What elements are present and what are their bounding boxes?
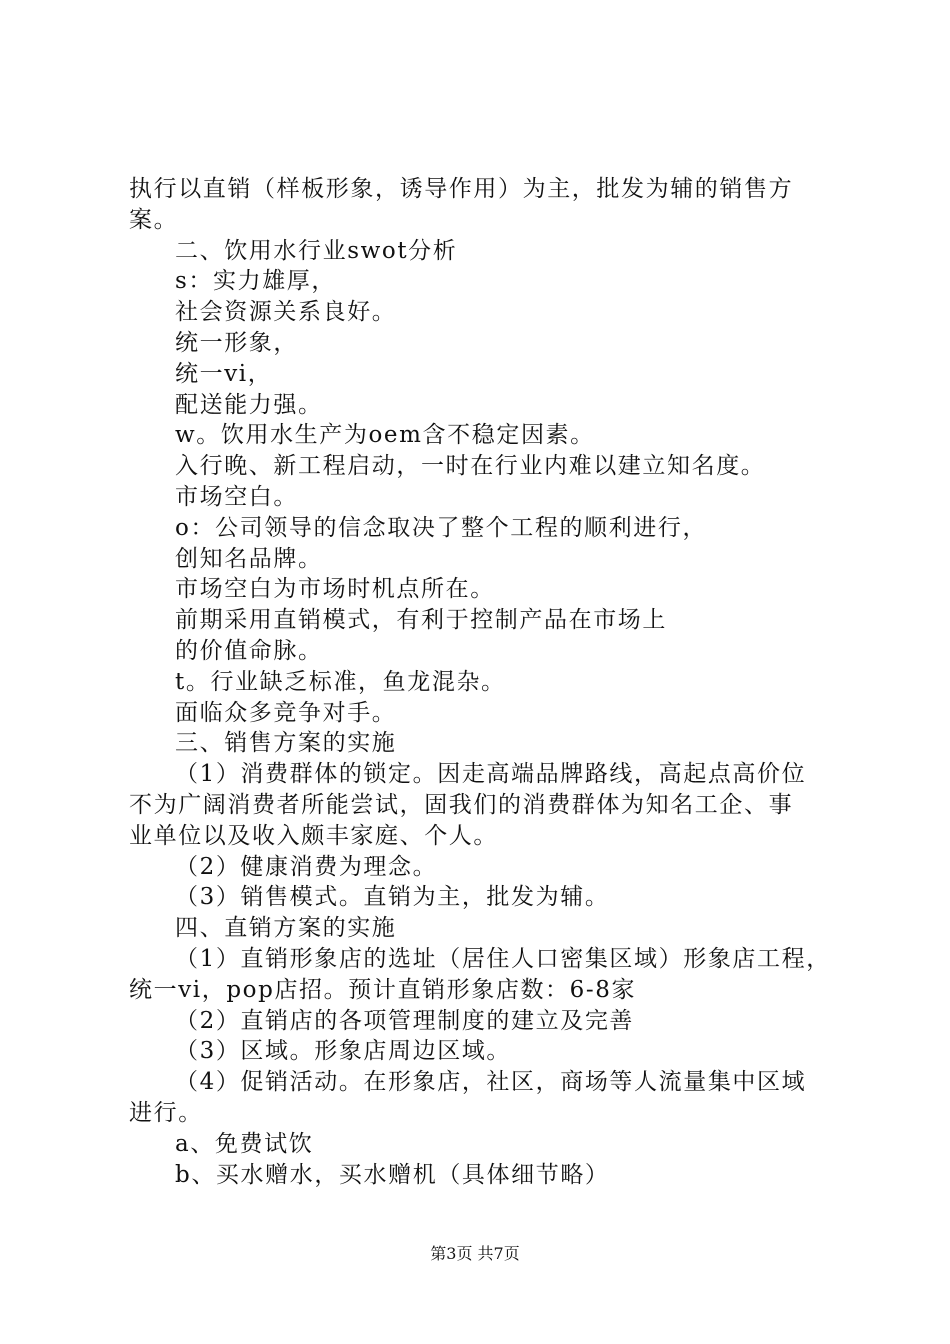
paragraph-line: 社会资源关系良好。 xyxy=(175,299,397,326)
paragraph-line: 面临众多竞争对手。 xyxy=(175,699,397,726)
paragraph-line: 市场空白。 xyxy=(175,483,298,510)
paragraph-line: 统一vi，pop店招。预计直销形象店数：6-8家 xyxy=(129,976,637,1003)
paragraph-line: 统一vi， xyxy=(175,360,273,387)
paragraph-line: t。行业缺乏标准，鱼龙混杂。 xyxy=(175,668,506,695)
paragraph-line: （1）消费群体的锁定。因走高端品牌路线，高起点高价位 xyxy=(175,761,807,788)
paragraph-line: 进行。 xyxy=(129,1099,203,1126)
paragraph-line: 配送能力强。 xyxy=(175,391,323,418)
paragraph-line: 市场空白为市场时机点所在。 xyxy=(175,576,495,603)
section-heading: 三、销售方案的实施 xyxy=(175,730,397,757)
paragraph-line: s：实力雄厚， xyxy=(175,268,337,295)
document-body xyxy=(129,174,834,1190)
paragraph-line: o：公司领导的信念取决了整个工程的顺利进行， xyxy=(175,514,708,541)
paragraph-line: （3）区域。形象店周边区域。 xyxy=(175,1038,512,1065)
paragraph-line: 统一形象， xyxy=(175,329,298,356)
paragraph-line: （3）销售模式。直销为主，批发为辅。 xyxy=(175,884,610,911)
paragraph-line: （1）直销形象店的选址（居住人口密集区域）形象店工程， xyxy=(175,945,831,972)
paragraph-line: 执行以直销（样板形象，诱导作用）为主，批发为辅的销售方 xyxy=(129,176,794,202)
paragraph-line: b、买水赠水，买水赠机（具体细节略） xyxy=(175,1161,610,1188)
section-heading: 二、饮用水行业swot分析 xyxy=(175,237,458,264)
paragraph-line: （4）促销活动。在形象店，社区，商场等人流量集中区域 xyxy=(175,1069,807,1096)
section-heading: 四、直销方案的实施 xyxy=(175,915,397,942)
page-footer-indicator: 第3页 共7页 xyxy=(430,1244,520,1263)
paragraph-line: a、免费试饮 xyxy=(175,1130,314,1157)
paragraph-line: （2）健康消费为理念。 xyxy=(175,853,438,880)
paragraph-line: 案。 xyxy=(129,206,179,233)
paragraph-line: 业单位以及收入颇丰家庭、个人。 xyxy=(129,822,498,849)
paragraph-line: 前期采用直销模式，有利于控制产品在市场上 xyxy=(175,607,667,634)
paragraph-line: w。饮用水生产为oem含不稳定因素。 xyxy=(175,422,595,449)
paragraph-line: 入行晚、新工程启动，一时在行业内难以建立知名度。 xyxy=(175,453,766,480)
paragraph-line: （2）直销店的各项管理制度的建立及完善 xyxy=(175,1007,635,1034)
paragraph-line: 创知名品牌。 xyxy=(175,545,323,572)
paragraph-line: 的价值命脉。 xyxy=(175,637,323,664)
paragraph-line: 不为广阔消费者所能尝试，固我们的消费群体为知名工企、事 xyxy=(129,791,794,818)
